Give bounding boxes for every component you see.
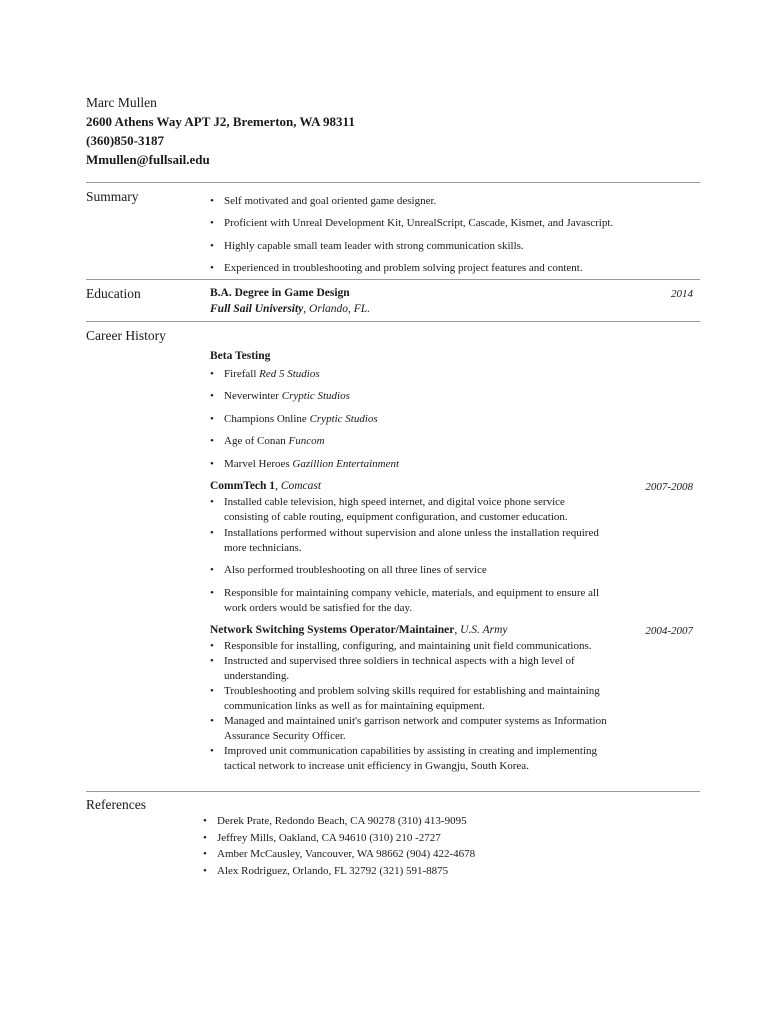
section-label-summary: Summary	[86, 189, 139, 204]
reference-item: • Derek Prate, Redondo Beach, CA 90278 (310) 413-9095	[203, 813, 623, 830]
divider	[86, 791, 700, 792]
school-line	[210, 302, 370, 317]
education-year: 2014	[671, 288, 693, 300]
job-title: CommTech 1	[210, 480, 276, 492]
beta-item	[210, 412, 660, 427]
job-title-line	[210, 623, 508, 638]
email: Mmullen@fullsail.edu	[86, 152, 210, 167]
reference-item: • Amber McCausley, Vancouver, WA 98662 (904) 422-4678	[203, 846, 623, 863]
network-duties	[210, 639, 615, 774]
beta-item	[210, 457, 660, 472]
reference-item: • Jeffrey Mills, Oakland, CA 94610 (310) 210 -2727	[203, 830, 623, 847]
job-dates: 2004-2007	[645, 625, 693, 637]
school-name: Full Sail University	[210, 303, 304, 315]
duty-item: • Responsible for maintaining company vehicle, materials, and equipment to ensure all work orders would be satisfied for the day.	[210, 586, 610, 616]
studio-name: Cryptic Studios	[281, 390, 350, 403]
duty-item: • Installed cable television, high speed internet, and digital voice phone service consisting of cable routing, equipment configuration, and customer education.	[210, 495, 610, 525]
section-label-career: Career History	[86, 328, 166, 343]
duty-item: • Responsible for installing, configuring, and maintaining unit field communications.	[210, 639, 615, 654]
section-label-references: References	[86, 797, 146, 812]
degree: B.A. Degree in Game Design	[210, 287, 350, 299]
beta-testing-title: Beta Testing	[210, 350, 271, 362]
beta-item	[210, 389, 660, 404]
divider	[86, 321, 700, 322]
divider	[86, 279, 700, 280]
duty-item: • Also performed troubleshooting on all three lines of service	[210, 563, 610, 578]
employer: U.S. Army	[460, 624, 508, 636]
summary-item: • Highly capable small team leader with strong communication skills.	[210, 239, 680, 254]
game-name: Marvel Heroes	[224, 457, 293, 470]
job-separator: ,	[454, 624, 461, 636]
job-title: Network Switching Systems Operator/Maintainer	[210, 624, 455, 636]
commtech-duties	[210, 495, 610, 616]
game-name: Neverwinter	[224, 390, 282, 403]
duty-item: • Installations performed without supervision and alone unless the installation required more technicians.	[210, 526, 610, 556]
beta-item	[210, 434, 660, 449]
job-title-line	[210, 479, 321, 494]
reference-item: • Alex Rodriguez, Orlando, FL 32792 (321) 591-8875	[203, 863, 623, 880]
game-name: Age of Conan	[224, 435, 289, 448]
duty-item: • Instructed and supervised three soldiers in technical aspects with a high level of understanding.	[210, 654, 615, 684]
studio-name: Funcom	[288, 435, 325, 448]
school-location: , Orlando, FL.	[303, 303, 371, 315]
beta-item	[210, 367, 660, 382]
candidate-name: Marc Mullen	[86, 95, 157, 110]
duty-item: • Improved unit communication capabilities by assisting in creating and implementing tactical network to increase unit efficiency in Gwangju, South Korea.	[210, 744, 615, 774]
divider	[86, 182, 700, 183]
summary-item: • Proficient with Unreal Development Kit, UnrealScript, Cascade, Kismet, and Javascript.	[210, 216, 680, 231]
summary-item: • Experienced in troubleshooting and problem solving project features and content.	[210, 261, 680, 276]
summary-item: • Self motivated and goal oriented game designer.	[210, 194, 680, 209]
references-list	[203, 813, 623, 879]
contact-header	[86, 93, 355, 169]
studio-name: Gazillion Entertainment	[292, 457, 400, 470]
game-name: Champions Online	[224, 412, 310, 425]
game-name: Firefall	[224, 368, 260, 380]
section-label-education: Education	[86, 286, 141, 301]
beta-testing-list	[210, 367, 660, 479]
employer: Comcast	[280, 480, 322, 492]
phone: (360)850-3187	[86, 133, 164, 148]
job-separator: ,	[275, 480, 281, 492]
duty-item: • Troubleshooting and problem solving skills required for establishing and maintaining communication links as well as for maintaining equipment.	[210, 684, 615, 714]
duty-item: • Managed and maintained unit's garrison network and computer systems as Information Assurance Security Officer.	[210, 714, 615, 744]
job-dates: 2007-2008	[645, 481, 693, 493]
address: 2600 Athens Way APT J2, Bremerton, WA 98311	[86, 114, 355, 129]
studio-name: Red 5 Studios	[259, 368, 320, 380]
summary-list	[210, 194, 680, 284]
studio-name: Cryptic Studios	[309, 412, 378, 425]
